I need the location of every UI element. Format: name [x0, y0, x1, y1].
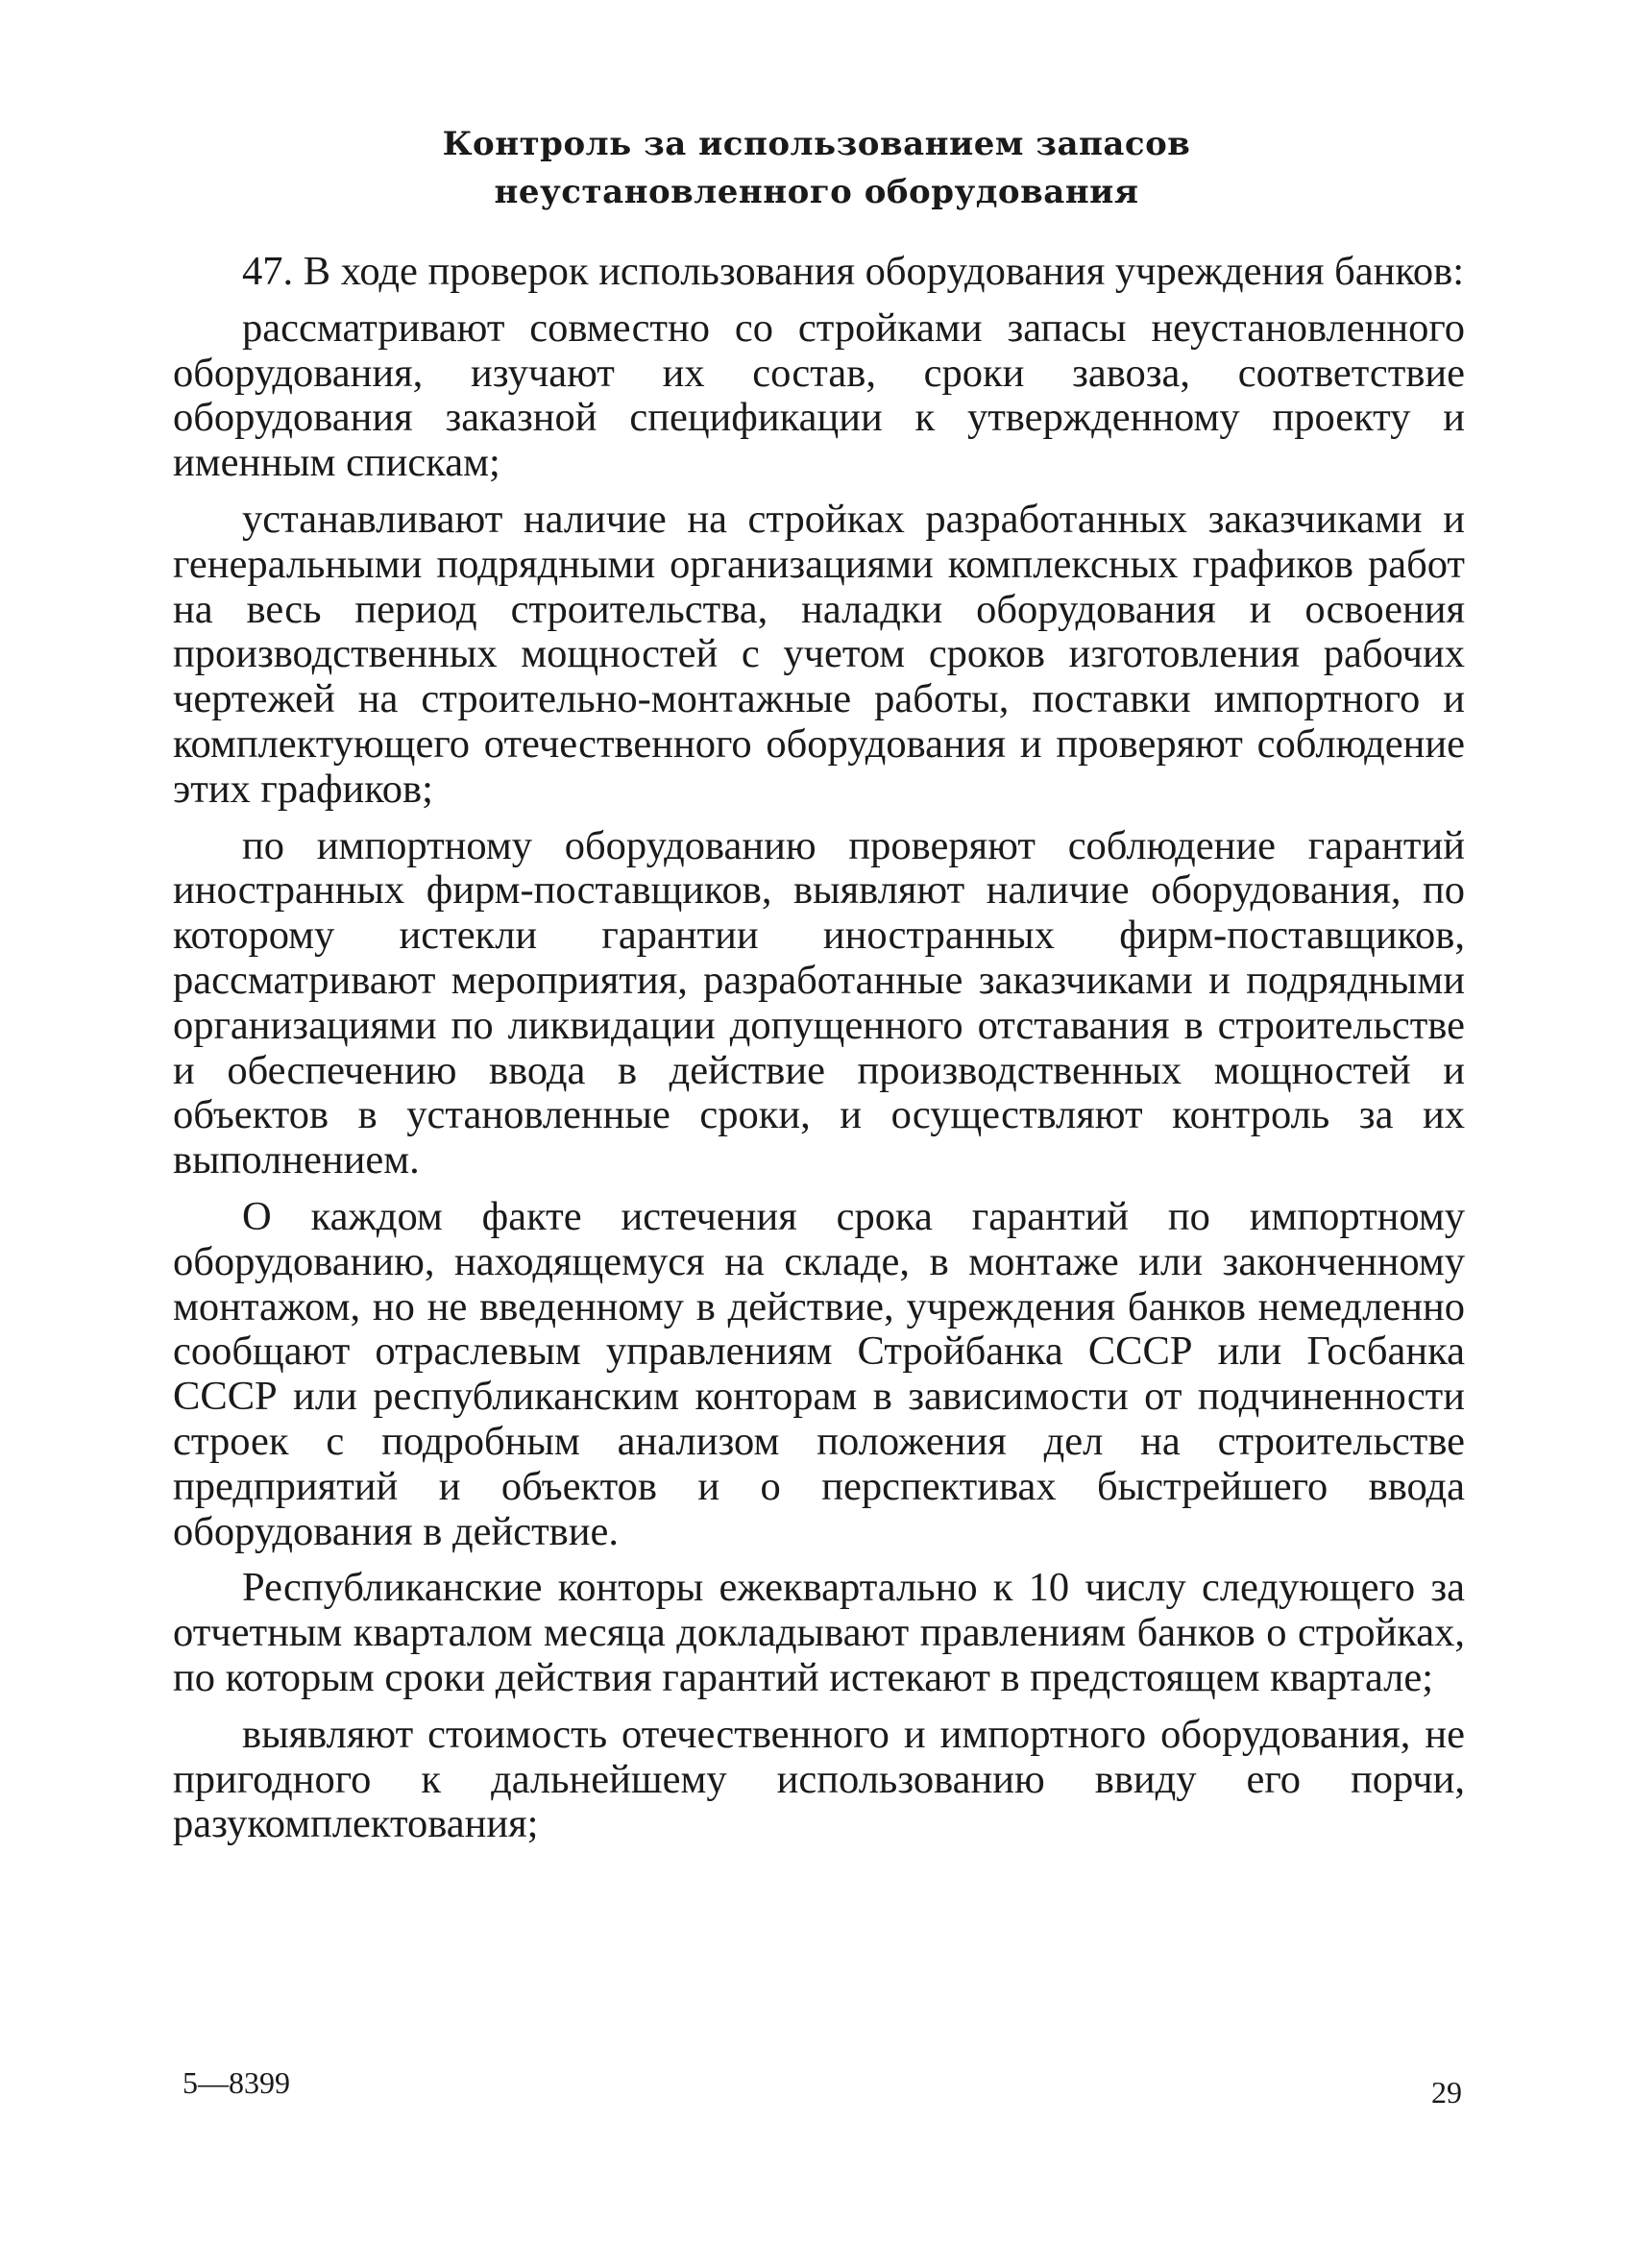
- section-title-line-2: неустановленного оборудования: [494, 173, 1139, 211]
- paragraph-47-intro: 47. В ходе проверок использования оборудования учреждения банков:: [242, 249, 1465, 294]
- paragraph-republic-offices: Республиканские конторы ежеквартально к 10 числу следующего за отчетным кварталом месяца докладывают правлениям банков о стройках, по которым сроки действия гарантий истекают в предстоящем квартале;: [173, 1565, 1465, 1700]
- body-text: [173, 250, 1465, 1847]
- page-number: 29: [1431, 2075, 1462, 2109]
- paragraph-import-guarantees: по импортному оборудованию проверяют соблюдение гарантий иностранных фирм-поставщиков, выявляют наличие оборудования, по которому истекли гарантии иностранных фирм-поставщиков, рассматривают мероприятия, разработанные заказчиками и подрядными организациями по ликвидации допущенного отставания в строительстве и обеспечению ввода в действие производственных мощностей и объектов в установленные сроки, и осуществляют контроль за их выполнением.: [173, 822, 1465, 1183]
- paragraph-schedules: устанавливают наличие на стройках разработанных заказчиками и генеральными подрядными организациями комплексных графиков работ на весь период строительства, наладки оборудования и освоения производственных мощностей с учетом сроков изготовления рабочих чертежей на строительно-монтажные работы, поставки импортного и комплектующего отечественного оборудования и проверяют соблюдение этих графиков;: [173, 496, 1465, 812]
- section-title-line-1: Контроль за использованием запасов: [442, 125, 1191, 163]
- print-signature-code: 5—8399: [183, 2065, 290, 2100]
- paragraph-guarantee-expiry: О каждом факте истечения срока гарантий по импортному оборудованию, находящемуся на складе, в монтаже или законченному монтажом, но не введенному в действие, учреждения банков немедленно сообщают отраслевым управлениям Стройбанка СССР или Госбанка СССР или республиканским конторам в зависимости от подчиненности строек с подробным анализом положения дел на строительстве предприятий и объектов и о перспективах быстрейшего ввода оборудования в действие.: [173, 1193, 1465, 1554]
- paragraph-stock-review: рассматривают совместно со стройками запасы неустановленного оборудования, изучают их состав, сроки завоза, соответствие оборудования заказной спецификации к утвержденному проекту и именным спискам;: [173, 305, 1465, 486]
- paragraph-unusable-equipment: выявляют стоимость отечественного и импортного оборудования, не пригодного к дальнейшему использованию ввиду его порчи, разукомплектования;: [173, 1711, 1465, 1847]
- section-title: [288, 120, 1345, 216]
